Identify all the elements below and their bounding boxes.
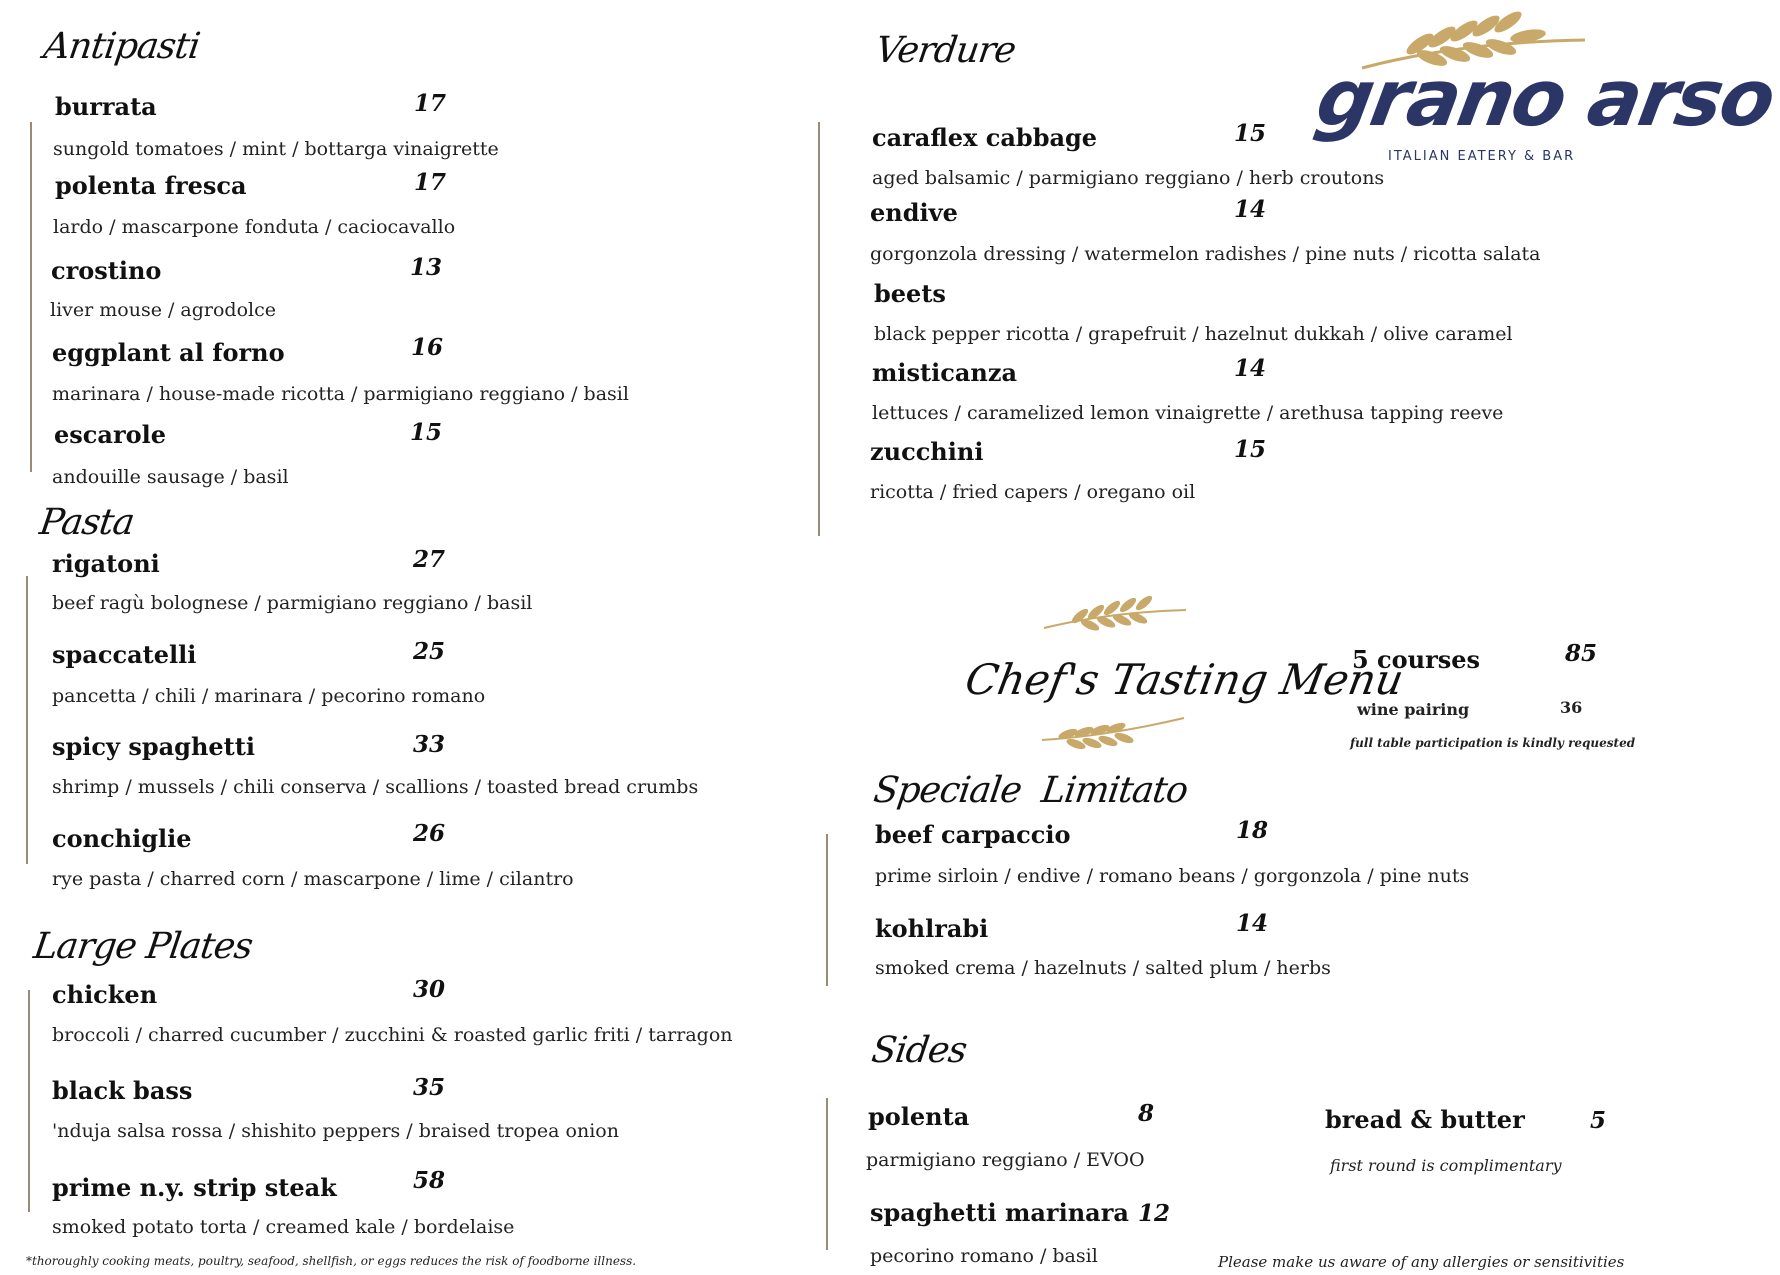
menu-item-desc: prime sirloin / endive / romano beans / gorgonzola / pine nuts [875,865,1470,887]
menu-item-desc: aged balsamic / parmigiano reggiano / herb croutons [872,167,1385,189]
wheat-top-icon [1040,592,1190,632]
verdure-title: Verdure [873,30,1018,71]
menu-item-desc: 'nduja salsa rossa / shishito peppers / braised tropea onion [52,1120,619,1142]
menu-item-price: 26 [413,820,446,847]
menu-item-price: 14 [1236,910,1269,937]
menu-item-name: burrata [55,92,157,121]
allergy-note: Please make us aware of any allergies or sensitivities [1218,1253,1625,1271]
menu-item-desc: parmigiano reggiano / EVOO [866,1149,1145,1171]
brand-tagline: ITALIAN EATERY & BAR [1388,149,1576,164]
menu-item-desc: ricotta / fried capers / oregano oil [870,481,1196,503]
menu-item-desc: lettuces / caramelized lemon vinaigrette / arethusa tapping reeve [872,402,1504,424]
menu-item-name: crostino [51,256,162,285]
menu-item-price: 30 [413,976,446,1003]
menu-item-desc: sungold tomatoes / mint / bottarga vinaigrette [53,138,499,160]
menu-item-price: 12 [1138,1200,1171,1227]
menu-item-name: black bass [52,1076,193,1105]
menu-item-name: polenta [868,1102,970,1131]
large-plates-divider [28,990,30,1212]
menu-item-name: beef carpaccio [875,820,1071,849]
tasting-courses-label: 5 courses [1352,645,1481,674]
menu-item-name: conchiglie [52,824,192,853]
tasting-courses-price: 85 [1565,640,1598,667]
foodborne-footnote: *thoroughly cooking meats, poultry, seafood, shellfish, or eggs reduces the risk of foodborne illness. [26,1254,637,1268]
speciale-title: Speciale Limitato [871,770,1190,811]
menu-item-name: chicken [52,980,158,1009]
menu-item-price: 33 [413,731,446,758]
sides-divider [826,1098,828,1250]
brand-name: grano arso [1310,54,1780,144]
wine-pairing-label: wine pairing [1357,700,1470,719]
menu-item-desc: beef ragù bolognese / parmigiano reggiano / basil [52,592,533,614]
tasting-note: full table participation is kindly requested [1350,736,1636,750]
antipasti-divider [30,122,32,472]
menu-item-name: bread & butter [1325,1105,1525,1134]
menu-item-name: kohlrabi [875,914,989,943]
menu-item-desc: pecorino romano / basil [870,1245,1098,1267]
menu-item-name: misticanza [872,358,1018,387]
bread-note: first round is complimentary [1330,1156,1562,1175]
menu-item-name: eggplant al forno [52,338,285,367]
menu-item-price: 35 [413,1074,446,1101]
menu-item-name: spaccatelli [52,640,197,669]
menu-item-price: 16 [411,334,444,361]
menu-item-desc: smoked crema / hazelnuts / salted plum / herbs [875,957,1331,979]
menu-item-desc: lardo / mascarpone fonduta / caciocavallo [53,216,456,238]
menu-item-price: 14 [1234,355,1267,382]
sides-title: Sides [869,1030,969,1071]
menu-item-price: 17 [414,169,447,196]
menu-item-price: 18 [1236,817,1269,844]
menu-item-desc: andouille sausage / basil [52,466,289,488]
menu-item-price: 25 [413,638,446,665]
menu-item-name: spicy spaghetti [52,732,255,761]
menu-item-name: zucchini [870,437,984,466]
menu-item-name: escarole [54,420,166,449]
menu-item-price: 15 [1234,120,1267,147]
menu-item-price: 15 [410,419,443,446]
menu-item-name: spaghetti marinara [870,1198,1129,1227]
menu-item-name: endive [870,198,958,227]
menu-item-price: 13 [410,254,443,281]
antipasti-title: Antipasti [41,26,203,67]
menu-item-desc: black pepper ricotta / grapefruit / hazelnut dukkah / olive caramel [874,323,1513,345]
menu-item-desc: broccoli / charred cucumber / zucchini & roasted garlic friti / tarragon [52,1024,733,1046]
menu-item-price: 58 [413,1167,446,1194]
pasta-title: Pasta [37,502,137,543]
menu-item-price: 5 [1590,1107,1607,1134]
wheat-bottom-icon [1038,710,1188,750]
pasta-divider [26,576,28,864]
menu-item-name: polenta fresca [55,171,247,200]
menu-item-desc: smoked potato torta / creamed kale / bordelaise [52,1216,515,1238]
menu-item-price: 8 [1138,1100,1155,1127]
tasting-menu-title: Chef's Tasting Menu [961,655,1408,704]
menu-item-price: 17 [414,90,447,117]
menu-item-price: 15 [1234,436,1267,463]
menu-item-desc: shrimp / mussels / chili conserva / scallions / toasted bread crumbs [52,776,699,798]
menu-item-price: 14 [1234,196,1267,223]
menu-item-name: beets [874,279,946,308]
menu-item-desc: rye pasta / charred corn / mascarpone / lime / cilantro [52,868,574,890]
verdure-divider [818,122,820,536]
menu-item-desc: liver mouse / agrodolce [50,299,276,321]
menu-item-name: prime n.y. strip steak [52,1173,337,1202]
menu-item-desc: pancetta / chili / marinara / pecorino romano [52,685,486,707]
menu-item-desc: gorgonzola dressing / watermelon radishes / pine nuts / ricotta salata [870,243,1541,265]
menu-item-name: rigatoni [52,549,160,578]
speciale-divider [826,834,828,986]
large-plates-title: Large Plates [31,926,255,967]
menu-item-price: 27 [413,546,446,573]
menu-item-desc: marinara / house-made ricotta / parmigiano reggiano / basil [52,383,629,405]
menu-item-name: caraflex cabbage [872,123,1098,152]
wine-pairing-price: 36 [1560,698,1583,717]
